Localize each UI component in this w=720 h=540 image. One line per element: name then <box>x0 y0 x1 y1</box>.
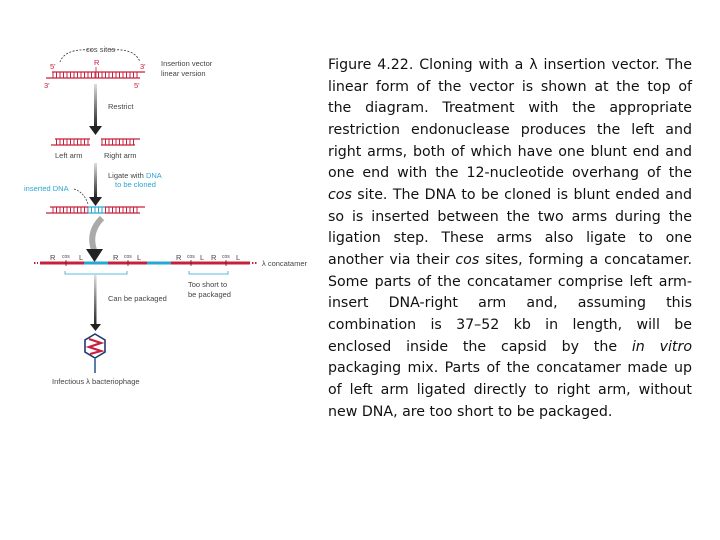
caption-text: combination is 37–52 kb in length, will be <box>328 316 692 333</box>
caption-line <box>328 55 692 77</box>
caption-text: sites, forming a concatamer. <box>479 251 692 268</box>
caption-line <box>328 380 692 402</box>
vector-label: Insertion vector <box>161 59 213 68</box>
left-arm-dna <box>51 139 90 145</box>
caption-line <box>328 228 692 250</box>
caption-line <box>328 315 692 337</box>
caption-line <box>328 272 692 294</box>
right-arm-dna <box>101 139 140 145</box>
concatamer-site-label: R <box>113 253 119 262</box>
too-short-label: Too short to <box>188 280 228 289</box>
caption-line <box>328 77 692 99</box>
caption-italic-text: cos <box>328 186 352 203</box>
packageable-bracket <box>65 271 127 274</box>
curved-arrow-icon <box>86 218 103 262</box>
concatamer-site-label: cos <box>62 254 70 260</box>
three-prime-top: 3' <box>140 62 146 71</box>
concatamer-site-label: cos <box>124 254 132 260</box>
caption-text: packaging mix. Parts of the concatamer made up <box>328 360 692 377</box>
caption-text: so is inserted between the two arms during the <box>328 208 692 225</box>
concatamer-label: λ concatamer <box>262 259 308 268</box>
caption-text: Figure 4.22. Cloning with a λ insertion vector. The <box>328 57 692 73</box>
concatamer-site-label: L <box>200 253 205 262</box>
caption-line <box>328 98 692 120</box>
caption-line <box>328 163 692 185</box>
caption-text: site. The DNA to be cloned is blunt ended and <box>351 186 692 203</box>
arrow-down-icon <box>89 84 102 135</box>
five-prime-bottom: 5' <box>134 81 140 90</box>
caption-text: right arms, both of which have one blunt end and <box>328 143 692 160</box>
ligate-label: Ligate with <box>108 171 146 180</box>
concatamer-site-label: R <box>211 253 217 262</box>
caption-italic-text: cos <box>455 251 480 268</box>
caption-text: enclosed inside the capsid by the <box>328 338 632 355</box>
caption-text: the diagram. Treatment with the appropriate <box>328 100 692 117</box>
can-be-packaged-label: Can be packaged <box>108 294 167 303</box>
concatamer-site-label: R <box>50 253 56 262</box>
pointer-arrow-icon <box>74 189 88 204</box>
phage-label: Infectious λ bacteriophage <box>52 377 140 386</box>
arrow-down-icon <box>89 163 102 206</box>
caption-text: new DNA, are too short to be packaged. <box>328 403 613 420</box>
caption-text: insert DNA-right arm and, assuming this <box>328 295 692 312</box>
concatamer-site-label: L <box>79 253 84 262</box>
caption-line <box>328 402 692 424</box>
caption-text: linear form of the vector is shown at the top of <box>328 78 692 95</box>
figure-caption <box>328 55 692 423</box>
concatamer-site-label: L <box>137 253 142 262</box>
caption-line <box>328 337 692 359</box>
right-arm-label: Right arm <box>104 151 137 160</box>
caption-line <box>328 207 692 229</box>
caption-line <box>328 142 692 164</box>
caption-line <box>328 358 692 380</box>
concatamer-site-label: cos <box>187 254 195 260</box>
bacteriophage-icon <box>85 334 105 373</box>
concatamer-site-label: cos <box>222 254 230 260</box>
too-short-bracket <box>189 271 228 274</box>
left-arm-label: Left arm <box>55 151 83 160</box>
five-prime-top: 5' <box>50 62 56 71</box>
restrict-label: Restrict <box>108 102 134 111</box>
r-site-label: R <box>94 58 100 67</box>
svg-text:Ligate with DNA <box>108 171 162 180</box>
cos-sites-label: cos sites <box>86 45 116 54</box>
ligate-dna-label: DNA <box>145 171 162 180</box>
concatamer-site-label: L <box>236 253 241 262</box>
caption-text: ligation step. These arms also ligate to one <box>328 230 692 247</box>
caption-line <box>328 250 692 272</box>
caption-text: restriction endonuclease produces the left and <box>328 121 692 138</box>
caption-text: another via their <box>328 251 456 268</box>
too-short-label-2: be packaged <box>188 290 231 299</box>
vector-label-2: linear version <box>161 69 206 78</box>
cloning-diagram <box>0 0 320 400</box>
caption-line <box>328 185 692 207</box>
concatamer-site-label: R <box>176 253 182 262</box>
caption-text: Some parts of the concatamer comprise left arm- <box>328 273 692 290</box>
three-prime-bottom: 3' <box>44 81 50 90</box>
caption-italic-text: in vitro <box>631 338 693 355</box>
to-be-cloned-label: to be cloned <box>115 180 156 189</box>
caption-text: of left arm ligated directly to right arm, without <box>328 381 692 398</box>
arrow-down-icon <box>90 275 101 331</box>
caption-text: one end with the 12-nucleotide overhang of the <box>328 165 692 182</box>
caption-line <box>328 293 692 315</box>
recombinant-dna <box>46 207 145 213</box>
inserted-dna-label: inserted DNA <box>24 184 69 193</box>
caption-line <box>328 120 692 142</box>
linear-vector-dna <box>46 67 145 78</box>
